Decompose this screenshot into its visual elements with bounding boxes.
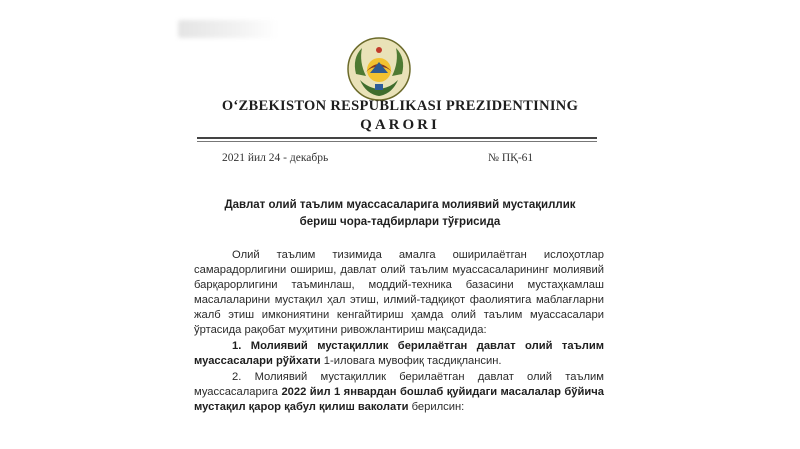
item-2-text-end: берилсин: <box>408 401 465 413</box>
document-number: № ПҚ-61 <box>488 152 534 164</box>
state-emblem-icon <box>346 36 412 102</box>
item-2-text-start: 2. Молиявий мустақиллик берилаётган давлат олий таълим муассасаларига <box>194 371 604 398</box>
document-heading: O‘ZBEKISTON RESPUBLIKASI PREZIDENTINING <box>221 98 579 114</box>
item-1-paragraph <box>194 339 604 369</box>
header-divider-thin <box>197 141 597 142</box>
header-divider <box>197 137 597 139</box>
item-2-bold-text: 2022 йил 1 январдан бошлаб қуйидаги масалалар бўйича мустақил қарор қабул қилиш ваколати <box>194 386 604 413</box>
blurred-mark <box>178 20 278 38</box>
title-line-1: Давлат олий таълим муассасаларига молиявий мустақиллик <box>224 199 576 211</box>
document-type: QARORI <box>360 117 440 133</box>
item-2-paragraph <box>194 370 604 415</box>
document-date: 2021 йил 24 - декабрь <box>222 152 329 164</box>
item-1-bold-text: 1. Молиявий мустақиллик берилаётган давлат олий таълим муассасалари рўйхати <box>194 340 604 367</box>
item-1-text: 1-иловага мувофиқ тасдиқлансин. <box>320 355 502 367</box>
document-title <box>0 197 800 231</box>
title-line-2: бериш чора-тадбирлари тўғрисида <box>299 216 501 228</box>
intro-paragraph: Олий таълим тизимида амалга оширилаётган ислоҳотлар самарадорлигини ошириш, давлат олий таълим муассасаларининг молиявий барқарорлигини таъминлаш, моддий-техника базасини мустаҳкамлаш масалаларини мустақил ҳал этиш, илмий-тадқиқот фаолиятига маблағларни жалб этиш имкониятини кенгайтириш ҳамда олий таълим муассасалари ўртасида рақобат муҳитини ривожлантириш мақсадида: <box>194 249 604 336</box>
